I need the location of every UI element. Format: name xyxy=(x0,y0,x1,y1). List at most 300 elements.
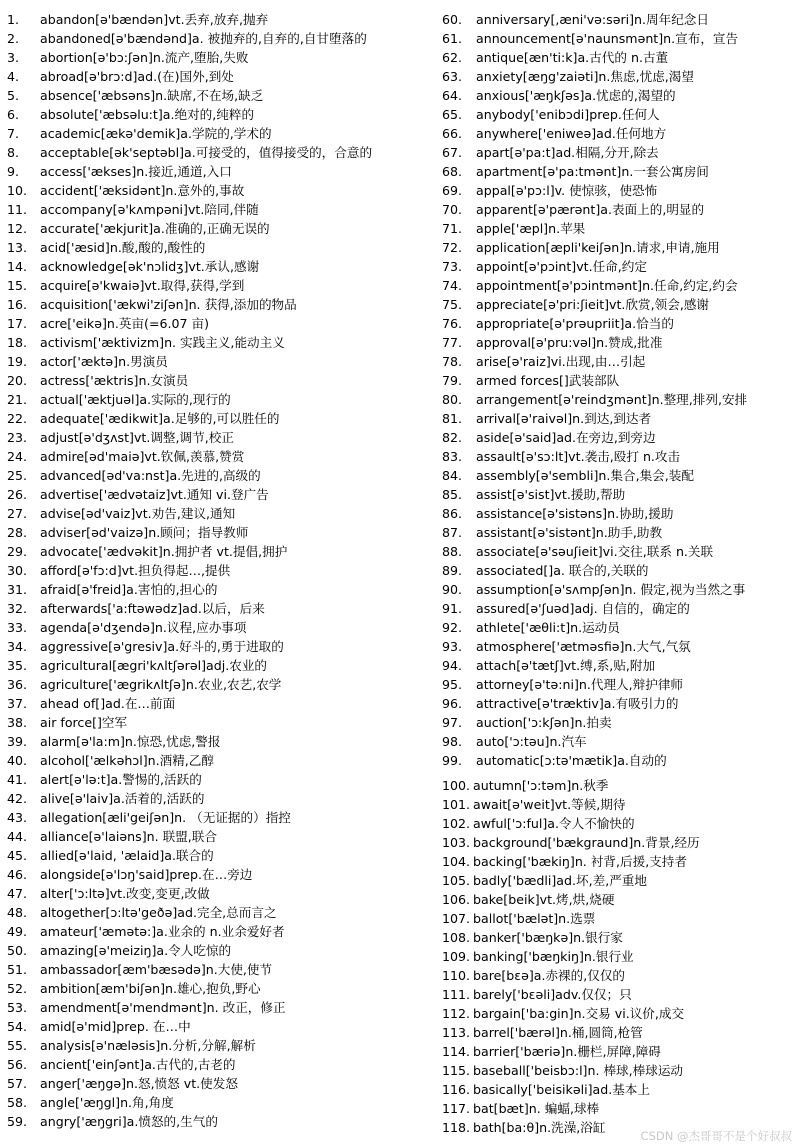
entry-text: associated[]a. 联合的,关联的 xyxy=(476,563,649,578)
vocab-entry xyxy=(442,890,794,909)
entry-number: 8. xyxy=(7,145,20,160)
entry-number: 85. xyxy=(442,487,463,502)
entry-text: advertise['ædvətaiz]vt.通知 vi.登广告 xyxy=(40,487,269,502)
vocab-entry xyxy=(7,504,427,523)
vocab-entry xyxy=(442,1004,794,1023)
entry-number: 27. xyxy=(7,506,28,521)
entry-text: barrier['bæriə]n.栅栏,屏障,障碍 xyxy=(473,1044,661,1059)
word-list-right-column xyxy=(442,10,794,1137)
entry-text: afraid[ə'freid]a.害怕的,担心的 xyxy=(40,582,218,597)
vocab-entry xyxy=(442,1042,794,1061)
vocab-entry xyxy=(7,105,427,124)
vocab-entry xyxy=(442,580,794,599)
vocab-entry xyxy=(7,884,427,903)
entry-text: attach[ə'tætʃ]vt.缚,系,贴,附加 xyxy=(476,658,656,673)
entry-text: acquire[ə'kwaiə]vt.取得,获得,学到 xyxy=(40,278,245,293)
entry-number: 60. xyxy=(442,12,463,27)
vocab-entry xyxy=(7,371,427,390)
entry-number: 65. xyxy=(442,107,463,122)
entry-number: 40. xyxy=(7,753,28,768)
entry-number: 41. xyxy=(7,772,28,787)
entry-text: accurate['ækjurit]a.准确的,正确无误的 xyxy=(40,221,270,236)
vocab-entry xyxy=(7,1017,427,1036)
entry-number: 35. xyxy=(7,658,28,673)
entry-number: 83. xyxy=(442,449,463,464)
entry-text: actress['æktris]n.女演员 xyxy=(40,373,189,388)
vocab-entry xyxy=(442,314,794,333)
vocab-entry xyxy=(7,941,427,960)
entry-text: anxiety[æŋg'zaiəti]n.焦虑,忧虑,渴望 xyxy=(476,69,694,84)
entry-text: allegation[æli'geiʃən]n. （无证据的）指控 xyxy=(40,810,291,825)
entry-text: banking['bæŋkiŋ]n.银行业 xyxy=(473,949,634,964)
entry-number: 106. xyxy=(442,892,471,907)
vocab-entry xyxy=(7,67,427,86)
vocab-entry xyxy=(442,447,794,466)
vocab-entry xyxy=(7,1093,427,1112)
vocab-entry xyxy=(442,561,794,580)
entry-number: 10. xyxy=(7,183,28,198)
entry-number: 71. xyxy=(442,221,463,236)
vocab-entry xyxy=(7,732,427,751)
vocab-entry xyxy=(7,618,427,637)
entry-number: 84. xyxy=(442,468,463,483)
entry-number: 3. xyxy=(7,50,20,65)
entry-number: 81. xyxy=(442,411,463,426)
vocab-entry xyxy=(442,466,794,485)
entry-number: 15. xyxy=(7,278,28,293)
entry-text: admire[əd'maiə]vt.钦佩,羡慕,赞赏 xyxy=(40,449,245,464)
entry-text: apple['æpl]n.苹果 xyxy=(476,221,586,236)
entry-number: 29. xyxy=(7,544,28,559)
entry-text: alert[ə'lə:t]a.警惕的,活跃的 xyxy=(40,772,202,787)
entry-text: assist[ə'sist]vt.援助,帮助 xyxy=(476,487,626,502)
entry-text: aggressive[ə'gresiv]a.好斗的,勇于进取的 xyxy=(40,639,284,654)
entry-number: 74. xyxy=(442,278,463,293)
vocab-entry xyxy=(442,637,794,656)
entry-text: anxious['æŋkʃəs]a.忧虑的,渴望的 xyxy=(476,88,676,103)
entry-text: auto['ɔ:təu]n.汽车 xyxy=(476,734,587,749)
vocab-entry xyxy=(442,909,794,928)
entry-text: ancient['einʃənt]a.古代的,古老的 xyxy=(40,1057,236,1072)
vocab-entry xyxy=(7,485,427,504)
entry-text: abandon[ə'bændən]vt.丢弃,放弃,抛弃 xyxy=(40,12,269,27)
entry-number: 25. xyxy=(7,468,28,483)
entry-text: absolute['æbsəlu:t]a.绝对的,纯粹的 xyxy=(40,107,255,122)
entry-number: 92. xyxy=(442,620,463,635)
vocab-entry xyxy=(7,10,427,29)
entry-text: acquisition['ækwi'ziʃən]n. 获得,添加的物品 xyxy=(40,297,297,312)
entry-number: 77. xyxy=(442,335,463,350)
entry-number: 67. xyxy=(442,145,463,160)
vocab-entry xyxy=(7,333,427,352)
entry-number: 99. xyxy=(442,753,463,768)
entry-text: baseball['beisbɔ:l]n. 棒球,棒球运动 xyxy=(473,1063,684,1078)
entry-text: backing['bækiŋ]n. 衬背,后援,支持者 xyxy=(473,854,687,869)
vocab-entry xyxy=(7,523,427,542)
vocab-entry xyxy=(7,561,427,580)
vocab-entry xyxy=(442,333,794,352)
entry-number: 87. xyxy=(442,525,463,540)
entry-number: 72. xyxy=(442,240,463,255)
entry-text: apparent[ə'pærənt]a.表面上的,明显的 xyxy=(476,202,705,217)
vocab-entry xyxy=(442,181,794,200)
vocab-entry xyxy=(7,1055,427,1074)
entry-text: arrangement[ə'reindʒmənt]n.整理,排列,安排 xyxy=(476,392,748,407)
vocab-entry xyxy=(442,200,794,219)
entry-number: 50. xyxy=(7,943,28,958)
entry-text: barely['bɛəli]adv.仅仅；只 xyxy=(473,987,632,1002)
entry-number: 17. xyxy=(7,316,28,331)
vocab-entry xyxy=(442,295,794,314)
vocab-entry xyxy=(442,504,794,523)
entry-number: 22. xyxy=(7,411,28,426)
entry-number: 4. xyxy=(7,69,20,84)
vocab-entry xyxy=(442,257,794,276)
entry-number: 62. xyxy=(442,50,463,65)
entry-text: agenda[ə'dʒendə]n.议程,应办事项 xyxy=(40,620,247,635)
vocab-entry xyxy=(7,352,427,371)
entry-text: adviser[əd'vaizə]n.顾问；指导教师 xyxy=(40,525,249,540)
entry-text: anybody['enibɔdi]prep.任何人 xyxy=(476,107,660,122)
vocab-entry xyxy=(442,219,794,238)
watermark: CSDN @杰哥哥不是个好叔叔 xyxy=(640,1129,792,1143)
vocab-entry xyxy=(442,599,794,618)
entry-text: anger['æŋgə]n.怒,愤怒 vt.使发怒 xyxy=(40,1076,238,1091)
entry-text: adequate['ædikwit]a.足够的,可以胜任的 xyxy=(40,411,280,426)
entry-number: 75. xyxy=(442,297,463,312)
entry-number: 95. xyxy=(442,677,463,692)
entry-text: ballot['bælət]n.选票 xyxy=(473,911,596,926)
entry-text: bake[beik]vt.烤,烘,烧硬 xyxy=(473,892,615,907)
entry-number: 16. xyxy=(7,297,28,312)
entry-number: 45. xyxy=(7,848,28,863)
entry-text: afford[ə'fɔ:d]vt.担负得起…,提供 xyxy=(40,563,231,578)
entry-number: 5. xyxy=(7,88,20,103)
vocab-entry xyxy=(442,1023,794,1042)
entry-number: 70. xyxy=(442,202,463,217)
entry-text: announcement[ə'naunsmənt]n.宣布，宣告 xyxy=(476,31,739,46)
entry-text: altogether[ɔ:ltə'geðə]ad.完全,总而言之 xyxy=(40,905,277,920)
entry-text: absence['æbsəns]n.缺席,不在场,缺乏 xyxy=(40,88,264,103)
entry-text: auction['ɔ:kʃən]n.拍卖 xyxy=(476,715,612,730)
entry-text: advise[əd'vaiz]vt.劝告,建议,通知 xyxy=(40,506,236,521)
entry-text: accident['æksidənt]n.意外的,事故 xyxy=(40,183,245,198)
vocab-entry xyxy=(7,656,427,675)
vocab-entry xyxy=(7,713,427,732)
entry-number: 18. xyxy=(7,335,28,350)
entry-text: advocate['ædvəkit]n.拥护者 vt.提倡,拥护 xyxy=(40,544,288,559)
vocab-entry xyxy=(7,276,427,295)
entry-number: 114. xyxy=(442,1044,471,1059)
vocab-entry xyxy=(442,67,794,86)
entry-number: 19. xyxy=(7,354,28,369)
entry-number: 105. xyxy=(442,873,471,888)
entry-text: automatic[ɔ:tə'mætik]a.自动的 xyxy=(476,753,667,768)
entry-number: 2. xyxy=(7,31,20,46)
vocab-entry xyxy=(7,409,427,428)
entry-text: ambition[æm'biʃən]n.雄心,抱负,野心 xyxy=(40,981,261,996)
vocab-entry xyxy=(7,314,427,333)
entry-text: agriculture['ægrikʌltʃə]n.农业,农艺,农学 xyxy=(40,677,282,692)
entry-number: 116. xyxy=(442,1082,471,1097)
entry-number: 107. xyxy=(442,911,471,926)
entry-text: badly['bædli]ad.坏,差,严重地 xyxy=(473,873,647,888)
entry-number: 82. xyxy=(442,430,463,445)
entry-number: 80. xyxy=(442,392,463,407)
entry-number: 43. xyxy=(7,810,28,825)
entry-number: 78. xyxy=(442,354,463,369)
word-list-left-column xyxy=(7,10,427,1131)
vocab-entry xyxy=(7,390,427,409)
entry-text: apart[ə'pa:t]ad.相隔,分开,除去 xyxy=(476,145,659,160)
entry-number: 36. xyxy=(7,677,28,692)
vocab-entry xyxy=(442,694,794,713)
entry-number: 89. xyxy=(442,563,463,578)
entry-text: banker['bæŋkə]n.银行家 xyxy=(473,930,623,945)
entry-number: 23. xyxy=(7,430,28,445)
vocab-entry xyxy=(7,162,427,181)
entry-number: 51. xyxy=(7,962,28,977)
entry-number: 112. xyxy=(442,1006,471,1021)
entry-text: acre['eikə]n.英亩(=6.07 亩) xyxy=(40,316,210,331)
entry-text: application[æpli'keiʃən]n.请求,申请,施用 xyxy=(476,240,720,255)
entry-text: access['ækses]n.接近,通道,入口 xyxy=(40,164,232,179)
vocab-entry xyxy=(7,1074,427,1093)
entry-number: 91. xyxy=(442,601,463,616)
entry-number: 86. xyxy=(442,506,463,521)
entry-number: 63. xyxy=(442,69,463,84)
entry-number: 49. xyxy=(7,924,28,939)
entry-number: 111. xyxy=(442,987,471,1002)
entry-number: 11. xyxy=(7,202,28,217)
entry-text: attractive[ə'træktiv]a.有吸引力的 xyxy=(476,696,679,711)
entry-number: 56. xyxy=(7,1057,28,1072)
entry-number: 46. xyxy=(7,867,28,882)
entry-number: 76. xyxy=(442,316,463,331)
entry-number: 47. xyxy=(7,886,28,901)
vocab-entry xyxy=(7,599,427,618)
entry-number: 101. xyxy=(442,797,471,812)
entry-number: 96. xyxy=(442,696,463,711)
vocab-entry xyxy=(7,466,427,485)
vocab-entry xyxy=(442,409,794,428)
vocab-entry xyxy=(7,789,427,808)
vocab-entry xyxy=(442,1061,794,1080)
entry-text: appal[ə'pɔ:l]v. 使惊骇，使恐怖 xyxy=(476,183,658,198)
entry-number: 1. xyxy=(7,12,20,27)
entry-number: 37. xyxy=(7,696,28,711)
entry-number: 9. xyxy=(7,164,20,179)
entry-text: advanced[əd'va:nst]a.先进的,高级的 xyxy=(40,468,261,483)
entry-number: 20. xyxy=(7,373,28,388)
entry-number: 44. xyxy=(7,829,28,844)
entry-text: atmosphere['ætməsfiə]n.大气,气氛 xyxy=(476,639,691,654)
vocab-entry xyxy=(7,865,427,884)
entry-number: 54. xyxy=(7,1019,28,1034)
entry-text: appreciate[ə'pri:ʃieit]vt.欣赏,领会,感谢 xyxy=(476,297,710,312)
vocab-entry xyxy=(442,928,794,947)
entry-text: barrel['bærəl]n.桶,圆筒,枪管 xyxy=(473,1025,643,1040)
vocab-entry xyxy=(7,580,427,599)
entry-number: 94. xyxy=(442,658,463,673)
entry-number: 59. xyxy=(7,1114,28,1129)
entry-text: abroad[ə'brɔ:d]ad.(在)国外,到处 xyxy=(40,69,234,84)
entry-number: 61. xyxy=(442,31,463,46)
entry-text: acceptable[ək'septəbl]a.可接受的，值得接受的，合意的 xyxy=(40,145,373,160)
vocab-entry xyxy=(442,985,794,1004)
entry-number: 73. xyxy=(442,259,463,274)
vocab-entry xyxy=(442,10,794,29)
entry-text: autumn['ɔ:təm]n.秋季 xyxy=(473,778,609,793)
vocab-entry xyxy=(7,86,427,105)
vocab-entry xyxy=(7,922,427,941)
vocab-entry xyxy=(442,751,794,770)
entry-text: accompany[ə'kʌmpəni]vt.陪同,伴随 xyxy=(40,202,259,217)
entry-number: 24. xyxy=(7,449,28,464)
entry-text: appropriate[ə'prəupriit]a.恰当的 xyxy=(476,316,674,331)
entry-text: acknowledge[ək'nɔlidʒ]vt.承认,感谢 xyxy=(40,259,260,274)
entry-text: amendment[ə'mendmənt]n. 改正，修正 xyxy=(40,1000,286,1015)
vocab-entry xyxy=(442,656,794,675)
vocab-entry xyxy=(7,219,427,238)
entry-text: basically['beisikəli]ad.基本上 xyxy=(473,1082,650,1097)
entry-text: angle['æŋgl]n.角,角度 xyxy=(40,1095,174,1110)
vocab-entry xyxy=(7,200,427,219)
entry-text: acid['æsid]n.酸,酸的,酸性的 xyxy=(40,240,206,255)
vocab-entry xyxy=(7,770,427,789)
vocab-entry xyxy=(442,1080,794,1099)
vocab-entry xyxy=(7,637,427,656)
entry-text: bargain['ba:gin]n.交易 vi.议价,成交 xyxy=(473,1006,685,1021)
entry-number: 58. xyxy=(7,1095,28,1110)
entry-text: anywhere['eniweə]ad.任何地方 xyxy=(476,126,667,141)
vocab-entry xyxy=(442,162,794,181)
entry-text: aside[ə'said]ad.在旁边,到旁边 xyxy=(476,430,656,445)
entry-text: associate[ə'səuʃieit]vi.交往,联系 n.关联 xyxy=(476,544,714,559)
entry-text: alcohol['ælkəhɔl]n.酒精,乙醇 xyxy=(40,753,214,768)
entry-number: 26. xyxy=(7,487,28,502)
entry-text: adjust[ə'dʒʌst]vt.调整,调节,校正 xyxy=(40,430,234,445)
entry-text: assumption[ə'sʌmpʃən]n. 假定,视为当然之事 xyxy=(476,582,746,597)
entry-text: await[ə'weit]vt.等候,期待 xyxy=(473,797,626,812)
vocab-entry xyxy=(7,827,427,846)
vocab-entry xyxy=(442,390,794,409)
vocab-entry xyxy=(442,352,794,371)
vocab-entry xyxy=(442,833,794,852)
entry-text: activism['æktivizm]n. 实践主义,能动主义 xyxy=(40,335,285,350)
vocab-entry xyxy=(7,846,427,865)
vocab-entry xyxy=(442,523,794,542)
entry-text: bath[ba:θ]n.洗澡,浴缸 xyxy=(473,1120,606,1135)
entry-text: bat[bæt]n. 蝙蝠,球棒 xyxy=(473,1101,600,1116)
vocab-entry xyxy=(7,295,427,314)
entry-number: 21. xyxy=(7,392,28,407)
vocab-entry xyxy=(7,1036,427,1055)
vocab-entry xyxy=(7,124,427,143)
entry-text: approval[ə'pru:vəl]n.赞成,批准 xyxy=(476,335,663,350)
entry-text: analysis[ə'næləsis]n.分析,分解,解析 xyxy=(40,1038,256,1053)
entry-number: 98. xyxy=(442,734,463,749)
entry-text: apartment[ə'pa:tmənt]n.一套公寓房间 xyxy=(476,164,709,179)
vocab-entry xyxy=(7,428,427,447)
vocab-entry xyxy=(442,713,794,732)
entry-text: alter['ɔ:ltə]vt.改变,变更,改做 xyxy=(40,886,210,901)
vocab-entry xyxy=(7,447,427,466)
vocab-entry xyxy=(442,105,794,124)
entry-number: 103. xyxy=(442,835,471,850)
entry-number: 90. xyxy=(442,582,463,597)
vocab-entry xyxy=(442,485,794,504)
vocab-entry xyxy=(442,238,794,257)
entry-number: 115. xyxy=(442,1063,471,1078)
entry-number: 68. xyxy=(442,164,463,179)
entry-number: 100. xyxy=(442,778,471,793)
vocab-entry xyxy=(442,428,794,447)
entry-text: amateur['æmətə:]a.业余的 n.业余爱好者 xyxy=(40,924,285,939)
entry-text: amid[ə'mid]prep. 在…中 xyxy=(40,1019,191,1034)
vocab-entry xyxy=(7,542,427,561)
entry-text: assault[ə'sɔ:lt]vt.袭击,殴打 n.攻击 xyxy=(476,449,681,464)
entry-text: actual['æktjuəl]a.实际的,现行的 xyxy=(40,392,231,407)
entry-text: appointment[ə'pɔintmənt]n.任命,约定,约会 xyxy=(476,278,738,293)
entry-text: actor['æktə]n.男演员 xyxy=(40,354,168,369)
entry-text: agricultural[ægri'kʌltʃərəl]adj.农业的 xyxy=(40,658,268,673)
entry-number: 102. xyxy=(442,816,471,831)
entry-number: 28. xyxy=(7,525,28,540)
entry-text: alongside[ə'lɔŋ'said]prep.在…旁边 xyxy=(40,867,253,882)
vocab-entry xyxy=(7,29,427,48)
entry-text: antique[æn'ti:k]a.古代的 n.古董 xyxy=(476,50,669,65)
entry-number: 57. xyxy=(7,1076,28,1091)
entry-number: 93. xyxy=(442,639,463,654)
vocab-entry xyxy=(7,960,427,979)
entry-number: 66. xyxy=(442,126,463,141)
vocab-entry xyxy=(442,124,794,143)
entry-number: 69. xyxy=(442,183,463,198)
vocab-entry xyxy=(7,675,427,694)
vocab-entry xyxy=(442,1099,794,1118)
entry-text: alliance[ə'laiəns]n. 联盟,联合 xyxy=(40,829,217,844)
entry-text: ambassador[æm'bæsədə]n.大使,使节 xyxy=(40,962,273,977)
entry-number: 113. xyxy=(442,1025,471,1040)
vocab-entry xyxy=(442,371,794,390)
entry-number: 32. xyxy=(7,601,28,616)
vocab-entry xyxy=(442,732,794,751)
vocab-entry xyxy=(442,542,794,561)
entry-number: 108. xyxy=(442,930,471,945)
entry-text: air force[]空军 xyxy=(40,715,128,730)
entry-text: background['bækgraund]n.背景,经历 xyxy=(473,835,700,850)
vocab-entry xyxy=(442,29,794,48)
entry-number: 14. xyxy=(7,259,28,274)
entry-number: 104. xyxy=(442,854,471,869)
vocab-entry xyxy=(7,238,427,257)
entry-text: assembly[ə'sembli]n.集合,集会,装配 xyxy=(476,468,694,483)
entry-text: appoint[ə'pɔint]vt.任命,约定 xyxy=(476,259,647,274)
vocab-entry xyxy=(7,903,427,922)
entry-text: ahead of[]ad.在…前面 xyxy=(40,696,176,711)
vocab-entry xyxy=(7,48,427,67)
entry-number: 117. xyxy=(442,1101,471,1116)
entry-number: 30. xyxy=(7,563,28,578)
entry-number: 97. xyxy=(442,715,463,730)
vocab-entry xyxy=(442,48,794,67)
entry-text: amazing[ə'meiziŋ]a.令人吃惊的 xyxy=(40,943,232,958)
vocab-entry xyxy=(442,852,794,871)
entry-text: armed forces[]武装部队 xyxy=(476,373,620,388)
vocab-entry xyxy=(442,86,794,105)
entry-number: 42. xyxy=(7,791,28,806)
